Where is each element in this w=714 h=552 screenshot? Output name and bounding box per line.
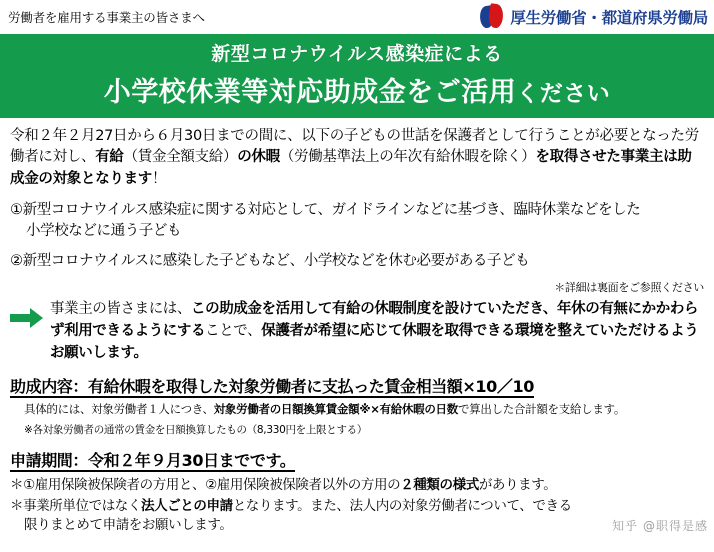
header-org-block [480,4,708,30]
intro-text-4: ！ [152,170,167,187]
request-seg-3: ことで、 [205,323,262,340]
request-text [50,299,704,364]
condition-list [10,200,704,272]
period-item-2-post: となります。また、法人内の対象労働者について、できる [232,497,572,514]
grant-sub-1-post: で算出した合計額を支給します。 [457,401,626,416]
period-section [10,448,704,535]
period-item-2-bold: 法人ごとの申請 [141,497,233,514]
grant-sub-1 [10,401,704,418]
intro-bold-1: 有給 [95,149,124,166]
period-note-list [10,476,704,535]
request-block [10,299,704,364]
bullet-2-line-1: ②新型コロナウイルスに感染した子どもなど、小学校などを休む必要がある子ども [10,253,530,270]
grant-sub-2-text: ※各対象労働者の通常の賃金を日額換算したもの（8,330円を上限とする） [24,424,368,437]
period-item-1-post: があります。 [478,476,557,493]
intro-bold-2: の休暇 [237,149,280,166]
document-body [0,118,714,535]
request-seg-1: 事業主の皆さまには、 [50,301,191,318]
list-item [10,497,704,535]
intro-text-3: （労働基準法上の年次有給休暇を除く） [279,149,536,166]
grant-section [10,374,704,439]
grant-sub-1-pre: 具体的には、対象労働者１人につき、 [24,401,214,416]
request-seg-4: 保護者が希望に応じて休暇を取得できる環境を整えていただけるようお願いします。 [50,323,699,361]
period-item-1-pre: ＊①雇用保険被保険者の方用と、②雇用保険被保険者以外の方用の [10,476,401,493]
green-arrow-icon [10,307,44,329]
document-header [0,0,714,34]
list-item [10,200,704,242]
request-seg-2: この助成金を活用して有給の休暇制度を設けていただき、年休の有無にかかわらず利用できるようにする [50,301,699,340]
period-item-1-bold: ２種類の様式 [400,476,479,493]
intro-text-2: （賃金全額支給） [123,149,238,166]
banner-line-1-main: 新型コロナウイルス感染症 [211,43,445,65]
grant-title-wrap [10,374,704,397]
period-title-wrap [10,448,704,471]
intro-paragraph [10,126,704,190]
banner-line-2 [0,70,714,109]
bullet-1-line-1: ①新型コロナウイルス感染症に関する対応として、ガイドラインなどに基づき、臨時休業などをした [10,202,641,219]
grant-title: 助成内容：有給休暇を取得した対象労働者に支払った賃金相当額×10／10 [10,376,534,396]
list-item [10,251,704,272]
header-org-label: 厚生労働省・都道府県労働局 [510,9,708,27]
banner-line-1-tail: による [444,43,503,65]
period-item-2-pre: ＊事業所単位ではなく [10,497,141,514]
banner-line-1 [0,39,714,66]
banner-line-2-main: 小学校休業等対応助成金をご活用 [103,77,517,108]
title-banner [0,34,714,118]
header-audience-text: 労働者を雇用する事業主の皆さまへ [8,10,205,25]
bullet-1-line-2: 小学校などに通う子ども [26,223,182,240]
watermark: 知乎 @职得是感 [612,519,708,533]
mhlw-logo-icon [480,4,506,30]
grant-sub-1-bold: 対象労働者の日額換算賃金額※×有給休暇の日数 [213,401,458,416]
intro-bold-3: を取得させた事業主は助成金の対象となります [10,149,692,187]
grant-sub-2 [10,421,704,438]
banner-line-2-tail: ください [516,81,611,107]
intro-text-1: 令和２年２月27日から６月30日までの間に、以下の子どもの世話を保護者として行うことが必要となった労働者に対し、 [10,128,699,166]
list-item [10,476,704,495]
detail-note: ＊詳細は裏面をご参照ください [554,281,704,295]
period-title: 申請期間：令和２年９月30日までです。 [10,450,296,470]
period-item-2-line-2: 限りまとめて申請をお願いします。 [24,516,233,533]
